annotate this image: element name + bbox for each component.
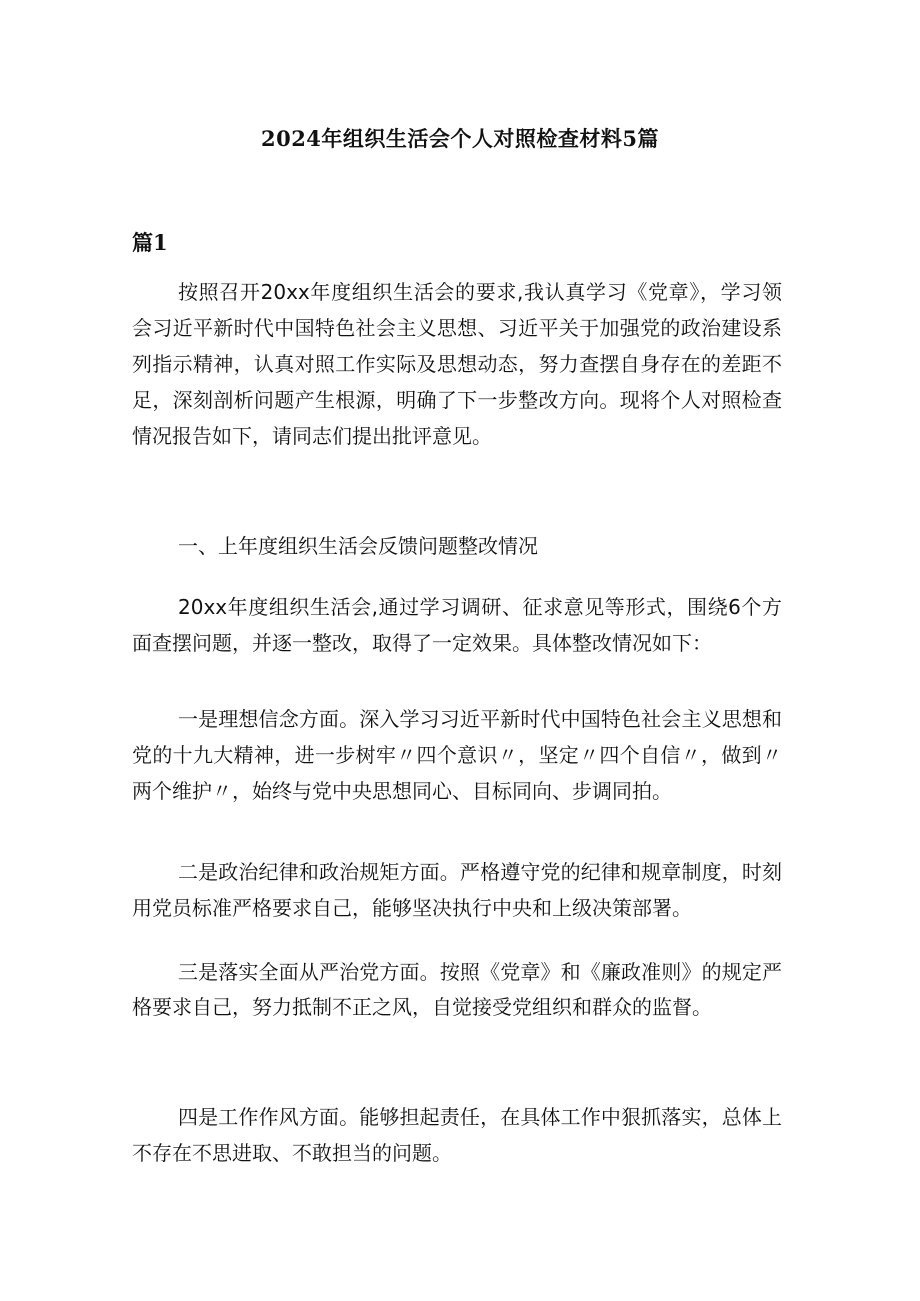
rectification-summary-paragraph: 20xx年度组织生活会,通过学习调研、征求意见等形式，围绕6个方面查摆问题，并逐一整改，取得了一定效果。具体整改情况如下： — [132, 595, 782, 655]
section-heading: 篇1 — [132, 230, 168, 255]
ideals-beliefs-paragraph: 一是理想信念方面。深入学习习近平新时代中国特色社会主义思想和党的十九大精神，进一步树牢〃四个意识〃，坚定〃四个自信〃，做到〃两个维护〃，始终与党中央思想同心、目标同向、步调同拍。 — [132, 707, 782, 803]
intro-paragraph: 按照召开20xx年度组织生活会的要求,我认真学习《党章》，学习领会习近平新时代中国特色社会主义思想、习近平关于加强党的政治建设系列指示精神，认真对照工作实际及思想动态，努力查摆自身存在的差距不足，深刻剖析问题产生根源，明确了下一步整改方向。现将个人对照检查情况报告如下，请同志们提出批评意见。 — [132, 280, 782, 448]
document-title: 2024年组织生活会个人对照检查材料5篇 — [260, 126, 660, 151]
strict-governance-paragraph: 三是落实全面从严治党方面。按照《党章》和《廉政准则》的规定严格要求自己，努力抵制不正之风，自觉接受党组织和群众的监督。 — [132, 960, 782, 1019]
work-style-paragraph: 四是工作作风方面。能够担起责任，在具体工作中狠抓落实，总体上不存在不思进取、不敢担当的问题。 — [132, 1105, 782, 1165]
political-discipline-paragraph: 二是政治纪律和政治规矩方面。严格遵守党的纪律和规章制度，时刻用党员标准严格要求自己，能够坚决执行中央和上级决策部署。 — [132, 860, 782, 920]
section-subheading: 一、上年度组织生活会反馈问题整改情况 — [178, 534, 538, 558]
